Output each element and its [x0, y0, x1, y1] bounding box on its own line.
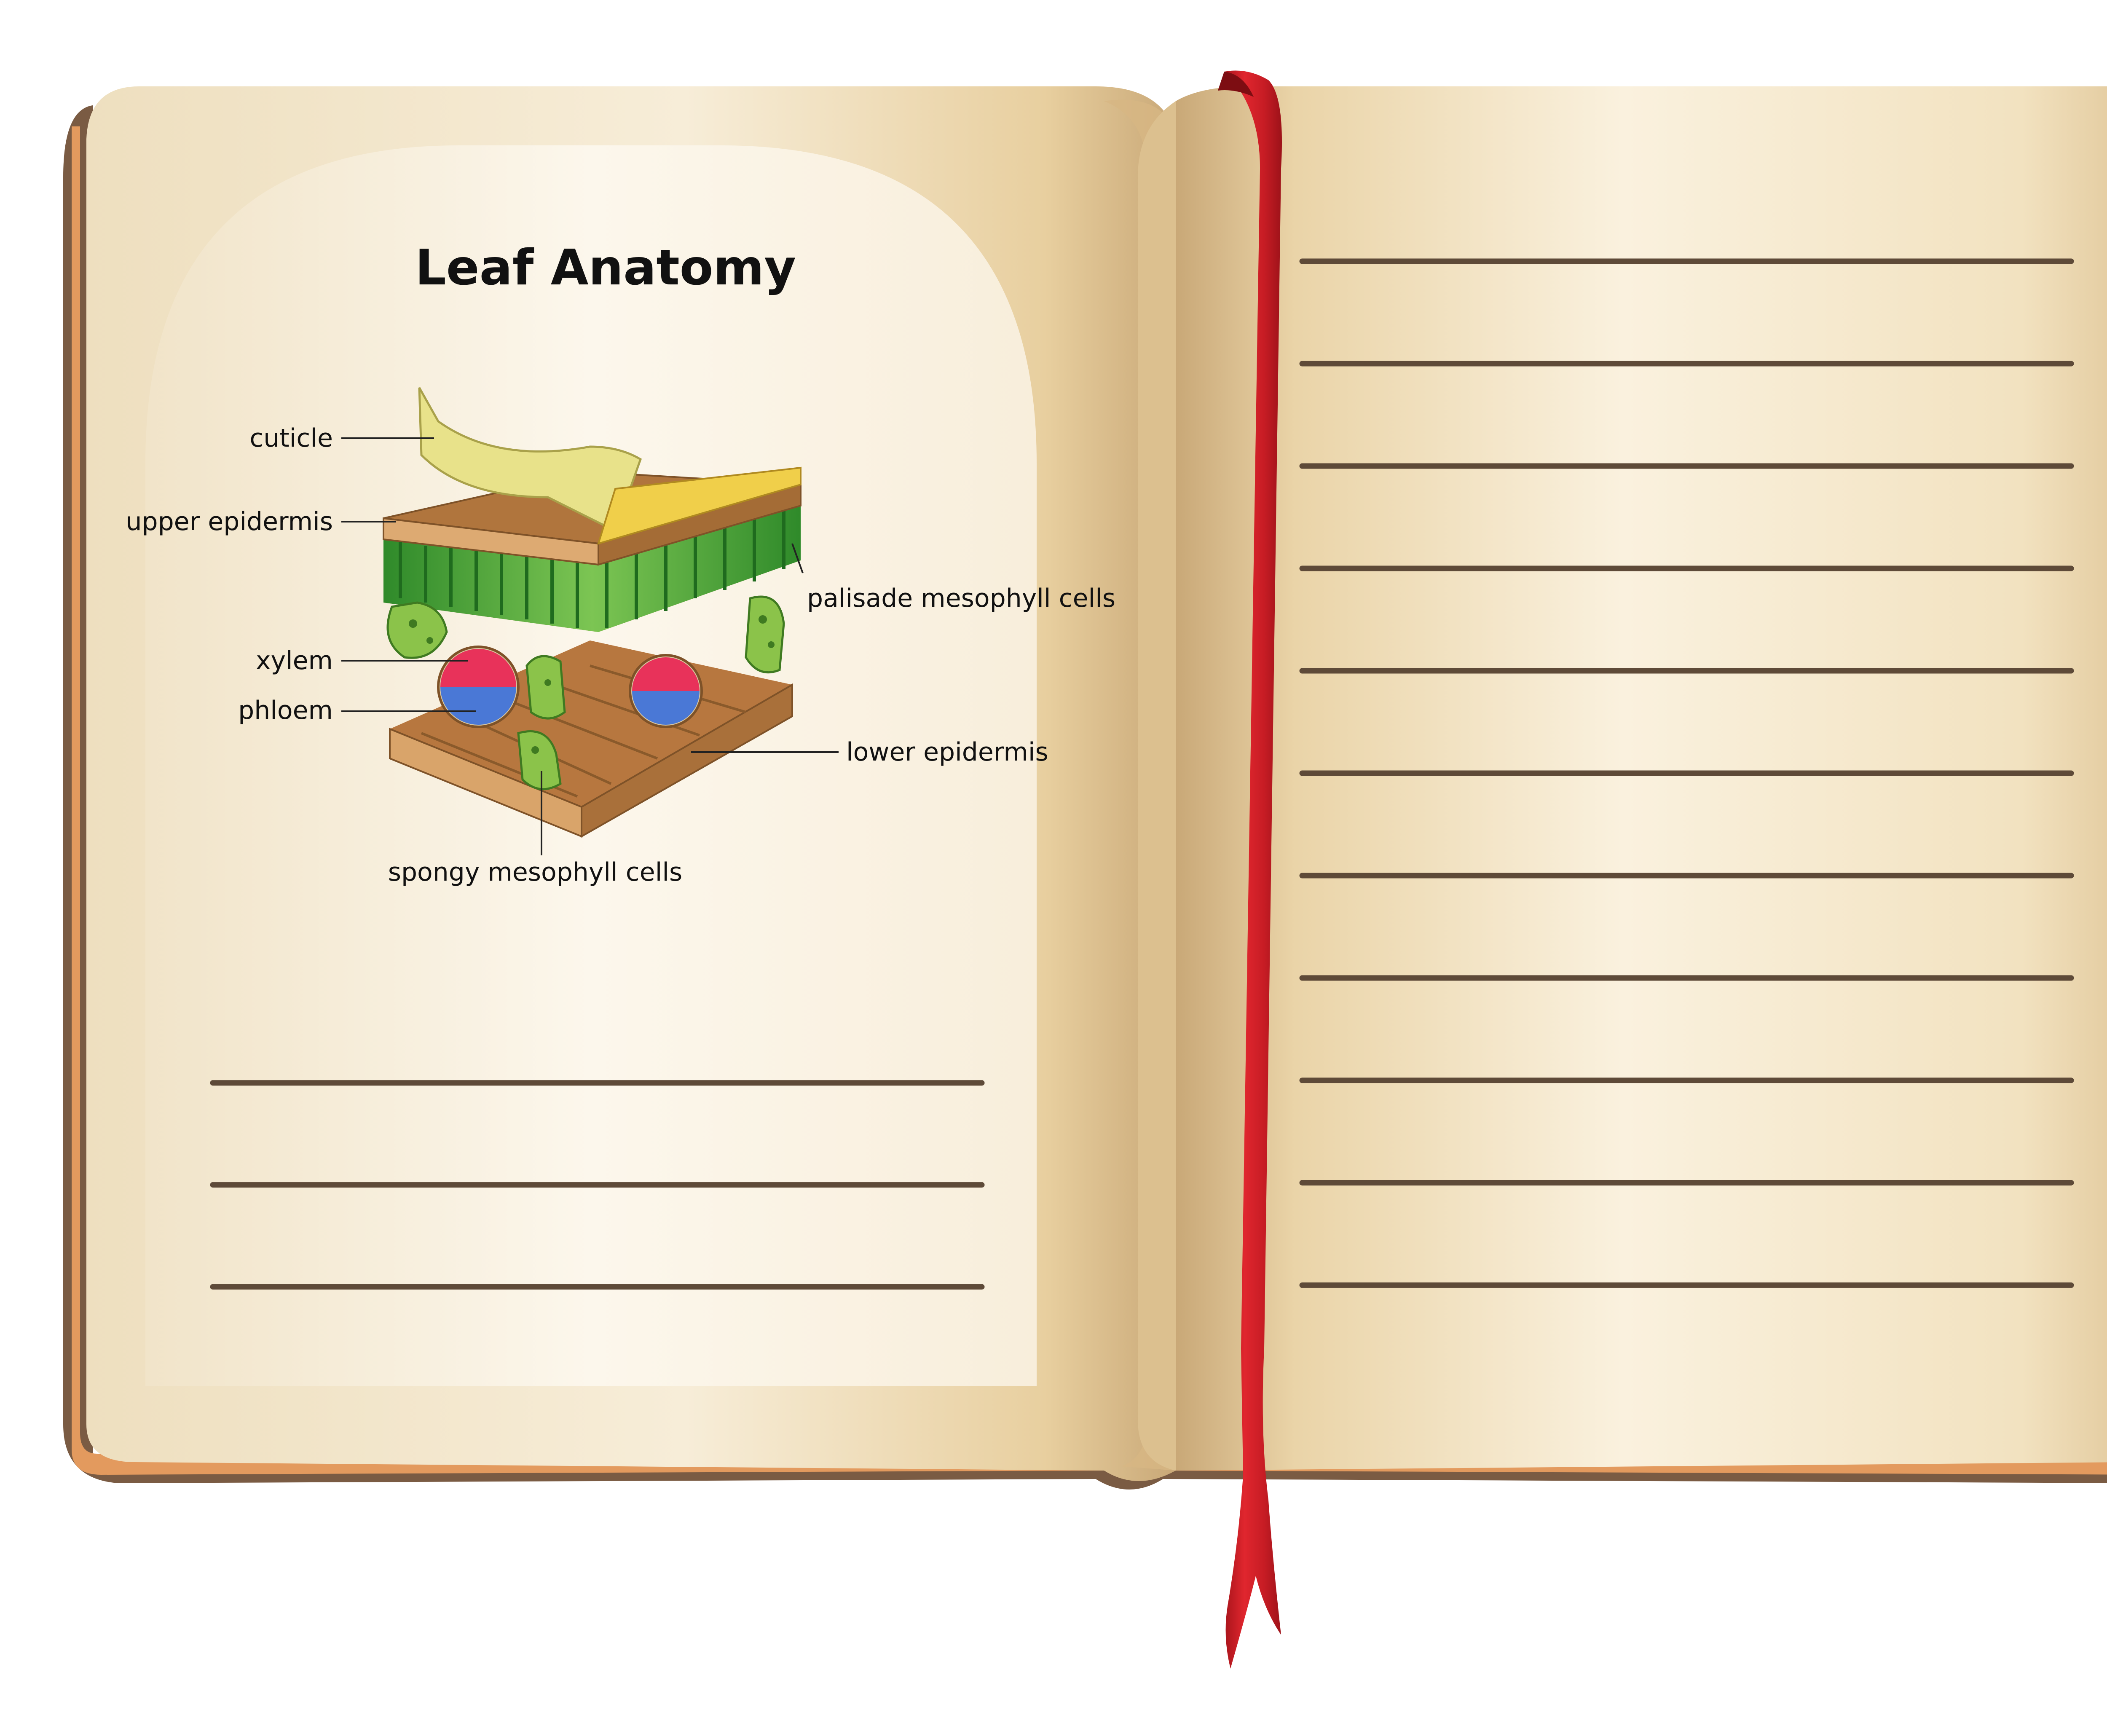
label-palisade-mesophyll: palisade mesophyll cells	[807, 584, 1116, 613]
label-spongy-mesophyll: spongy mesophyll cells	[388, 857, 683, 887]
label-phloem: phloem	[238, 696, 333, 725]
vascular-bundle-right	[630, 655, 702, 727]
label-lower-epidermis: lower epidermis	[846, 737, 1048, 767]
label-xylem: xylem	[255, 646, 333, 675]
right-page	[1138, 86, 2107, 1471]
label-upper-epidermis: upper epidermis	[126, 507, 333, 536]
vascular-bundle-left	[438, 647, 518, 727]
label-cuticle: cuticle	[249, 423, 333, 453]
page-title: Leaf Anatomy	[415, 239, 796, 296]
